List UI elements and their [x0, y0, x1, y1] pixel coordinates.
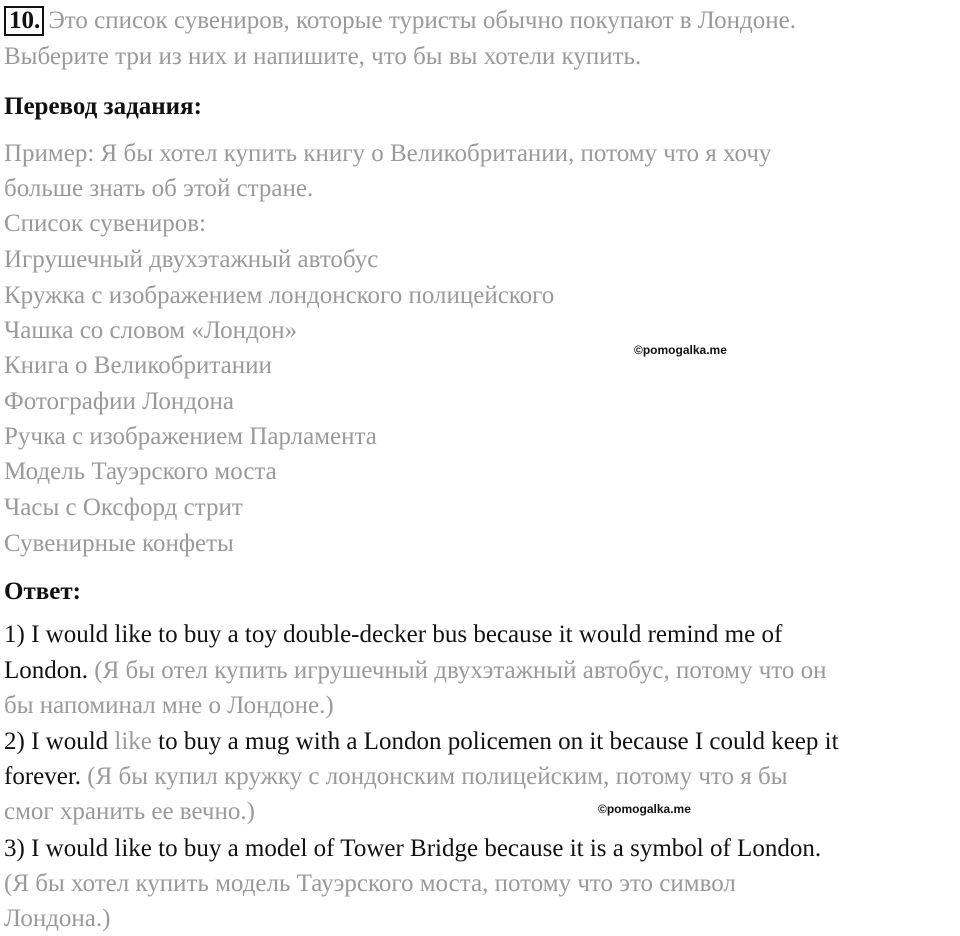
souvenir-item: Фотографии Лондона [4, 388, 234, 415]
answer-2-translation-end: смог хранить ее вечно.) [4, 798, 255, 825]
souvenir-item: Ручка с изображением Парламента [4, 423, 377, 450]
answer-1-translation-start: (Я бы отел купить игрушечный двухэтажный автобус, потому что он [88, 657, 827, 684]
answer-2-line-1 [4, 727, 839, 757]
answer-heading: Ответ: [4, 578, 81, 605]
answer-3-translation-start: (Я бы хотел купить модель Тауэрского моста, потому что это символ [4, 870, 736, 897]
souvenir-item: Часы с Оксфорд стрит [4, 494, 243, 521]
souvenir-item: Модель Тауэрского моста [4, 458, 277, 485]
souvenir-item: Игрушечный двухэтажный автобус [4, 246, 379, 273]
task-text-1: Это список сувениров, которые туристы обычно покупают в Лондоне. [48, 7, 796, 34]
watermark: ©pomogalka.me [598, 802, 691, 816]
example-line-2: больше знать об этой стране. [4, 175, 314, 202]
answer-1-line-2 [4, 656, 827, 686]
answer-2-text-rest: to buy a mug with a London policemen on it because I could keep it [151, 728, 839, 755]
answer-2-line-2 [4, 762, 788, 792]
answer-2-english-end: forever. [4, 763, 82, 790]
example-line-1: Пример: Я бы хотел купить книгу о Великобритании, потому что я хочу [4, 140, 772, 167]
task-number: 10. [4, 6, 44, 36]
answer-2-text-start: 2) I would [4, 728, 115, 755]
answer-2-translation-start: (Я бы купил кружку с лондонским полицейским, потому что я бы [81, 763, 788, 790]
souvenir-list-heading: Список сувениров: [4, 210, 206, 237]
answer-1-line-1: 1) I would like to buy a toy double-decker bus because it would remind me of [4, 621, 783, 648]
souvenir-item: Сувенирные конфеты [4, 530, 234, 557]
answer-1-translation-end: бы напоминал мне о Лондоне.) [4, 692, 334, 719]
task-text-2: Выберите три из них и напишите, что бы вы хотели купить. [4, 43, 642, 70]
answer-3-line-1: 3) I would like to buy a model of Tower Bridge because it is a symbol of London. [4, 835, 822, 862]
translation-heading: Перевод задания: [4, 93, 202, 120]
answer-3-translation-end: Лондона.) [4, 905, 111, 932]
watermark: ©pomogalka.me [634, 343, 727, 357]
souvenir-item: Книга о Великобритании [4, 352, 272, 379]
task-line-1 [4, 6, 796, 36]
souvenir-item: Чашка со словом «Лондон» [4, 317, 298, 344]
answer-2-like-word: like [114, 728, 152, 755]
answer-1-english-end: London. [4, 657, 89, 684]
souvenir-item: Кружка с изображением лондонского полицейского [4, 282, 555, 309]
